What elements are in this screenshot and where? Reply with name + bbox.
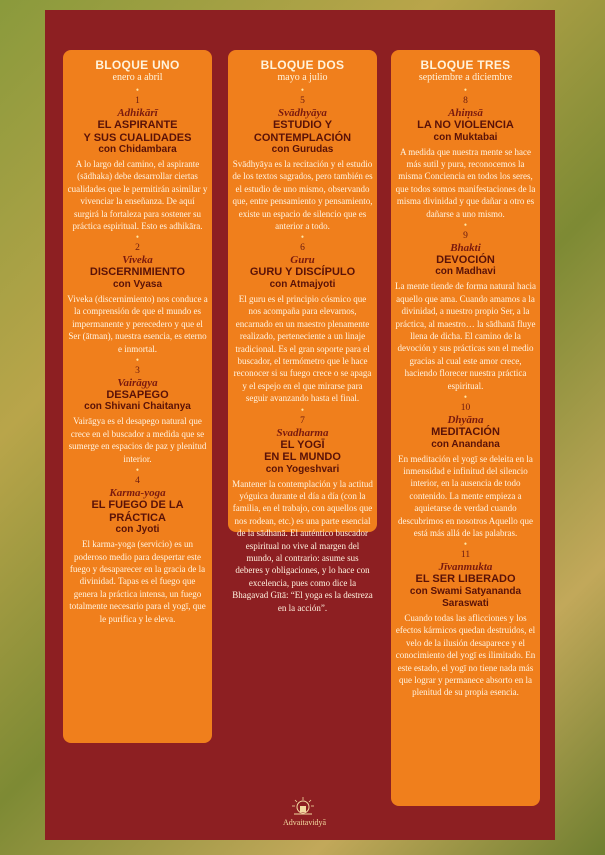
module-teacher: con Shivani Chaitanya [84,401,191,413]
sanskrit-term: Bhakti [450,241,481,254]
sanskrit-term: Adhikārī [117,107,158,119]
logo-text: Advaitavidyā [283,818,327,827]
module-teacher: con Muktabai [433,131,498,143]
module-entry [395,85,536,220]
module-title: DESAPEGO [106,388,169,401]
module-entry [395,539,536,698]
separator-dot: • [135,465,140,476]
sanskrit-term: Guru [290,254,315,267]
module-entry [232,232,373,404]
module-number: 4 [135,476,140,487]
module-number: 9 [463,230,468,241]
sanskrit-term: Karma-yoga [109,487,166,500]
module-teacher: con Madhavi [435,266,496,278]
separator-dot: • [135,354,140,365]
module-description: Mantener la contemplación y la actitud yóguica durante el día a día (con la familia, en el trabajo, con aquellos que nos rodean, etc.) es una parte esencial de la sādhanā. El auténtico buscador espiritual no vive al margen del mundo, al contrario: asume sus deberes y obligaciones, y lo hace con excelencia, pues como dice la Bhagavad Gītā: “El yoga es la destreza en la acción”. [232,478,373,613]
separator-dot: • [463,85,468,95]
column-bloque-tres [391,50,540,806]
column-heading: BLOQUE UNO [95,58,180,72]
sanskrit-term: Viveka [122,254,153,267]
module-number: 5 [300,96,305,106]
sanskrit-term: Ahiṃsā [448,107,483,119]
lotus-sun-icon [290,796,316,816]
module-number: 10 [460,403,471,414]
module-entry [67,232,208,355]
advaitavidya-logo [283,796,327,827]
module-entry [67,355,208,465]
separator-dot: • [135,85,140,95]
module-number: 8 [463,96,468,106]
column-dates: septiembre a diciembre [418,72,513,83]
module-teacher: con Atmajyoti [269,278,336,290]
separator-dot: • [463,392,468,403]
sanskrit-term: Jīvanmukta [438,561,493,574]
separator-dot: • [300,232,305,243]
separator-dot: • [135,232,140,243]
module-title: MEDITACIÓN [431,426,500,439]
sanskrit-term: Dhyāna [447,414,484,427]
module-teacher: con Swami Satyananda Saraswati [409,585,522,609]
module-number: 6 [300,243,305,254]
module-number: 7 [300,415,305,426]
module-number: 2 [135,243,140,254]
module-description: A lo largo del camino, el aspirante (sādhaka) debe desarrollar ciertas cualidades que le permitirán asimilar y vivenciar la enseñanza. De aquí surgirá la fortaleza para sostener su práctica espiritual. Esto es adhikāra. [67,159,208,232]
module-description: A medida que nuestra mente se hace más sutil y pura, reconocemos la misma Conciencia en todos los seres, que todos somos manifestaciones de la misma divinidad y que dañar a otro es dañarse a uno mismo. [395,146,536,219]
module-entry [232,85,373,232]
module-title: LA NO VIOLENCIA [417,119,514,131]
module-teacher: con Gurudas [271,144,334,155]
module-entry [67,465,208,625]
module-description: Vairāgya es el desapego natural que crece en el buscador a medida que se sumerge en espacios de paz y plenitud interior. [68,416,207,464]
module-description: El guru es el principio cósmico que nos acompaña para elevarnos, encarnado en un maestro plenamente realizado, perteneciente a un linaje tradicional. Es el gran soporte para el buscador, el termómetro que le hace reconocer si su fuego crece o se apaga y el espejo en el que mirarse para seguir avanzando hasta el final. [233,293,372,404]
module-description: Cuando todas las aflicciones y los efectos kármicos quedan destruidos, el velo de la ilusión desaparece y el conocimiento del yogī es ilimitado. En este estado, el yogī no tiene nada más que lograr y permanece absorto en la plenitud de su propia esencia. [395,612,536,698]
module-number: 1 [135,96,140,106]
module-description: En meditación el yogī se deleita en la inmensidad e infinitud del silencio interior, en la ausencia de todo contenido. La mente empieza a aquietarse de verdad cuando descubrimos en nosotros Aquello que está más allá de las palabras. [398,453,533,539]
module-entry [395,392,536,539]
module-description: Svādhyāya es la recitación y el estudio de los textos sagrados, pero también es el estudio de uno mismo, observando que, entre pensamiento y pensamiento, existe un espacio de silencio que es anterior a todo. [232,159,373,232]
module-title: GURU Y DISCÍPULO [249,266,356,279]
module-entry [395,220,536,392]
module-teacher: con Chidambara [98,144,177,155]
column-dates: mayo a julio [277,72,328,83]
module-number: 11 [460,550,471,561]
module-teacher: con Yogeshvari [265,463,340,475]
module-title: EL SER LIBERADO [415,573,516,586]
module-title: DISCERNIMIENTO [89,266,186,279]
module-title: EL FUEGO DE LA PRÁCTICA [91,499,184,524]
module-entry [232,405,373,614]
sanskrit-term: Svādhyāya [278,107,327,119]
module-title: DEVOCIÓN [436,253,495,266]
module-description: El karma-yoga (servicio) es un poderoso medio para despertar este fuego y desaparecer en la gracia de la divinidad. Tapas es el fuego que genera la práctica intensa, un fuego totalmente necesario para el yogī, que le purifica y le eleva. [69,539,206,624]
module-teacher: con Jyoti [115,524,160,536]
module-title: EL YOGĪ EN EL MUNDO [264,438,341,464]
column-bloque-uno [63,50,212,743]
module-number: 3 [135,365,140,376]
separator-dot: • [463,539,468,550]
module-teacher: con Anandana [431,438,500,450]
module-description: La mente tiende de forma natural hacia aquello que ama. Cuando amamos a la divinidad, a nuestro propio Ser, a la práctica, al maestro… la sādhanā fluye llena de dicha. El camino de la devoción y sus prácticas son el medio gracias al cual este amor crece, haciendo florecer nuestra práctica espiritual. [395,281,536,391]
column-heading: BLOQUE TRES [420,58,511,72]
column-bloque-dos [228,50,377,613]
separator-dot: • [463,219,468,230]
separator-dot: • [300,85,305,95]
sanskrit-term: Svadharma [276,426,329,439]
module-teacher: con Vyasa [112,278,163,290]
column-heading: BLOQUE DOS [260,58,345,72]
module-entry [67,85,208,232]
module-title: EL ASPIRANTE Y SUS CUALIDADES [83,119,192,144]
separator-dot: • [300,404,305,415]
module-description: Viveka (discernimiento) nos conduce a la comprensión de que el mundo es impermanente y perecedero y que el Ser (ātman), nuestra esencia, es eterno e inmortal. [67,293,208,354]
module-title: ESTUDIO Y CONTEMPLACIÓN [253,119,352,144]
sanskrit-term: Vairāgya [117,376,158,389]
column-dates: enero a abril [112,72,163,83]
